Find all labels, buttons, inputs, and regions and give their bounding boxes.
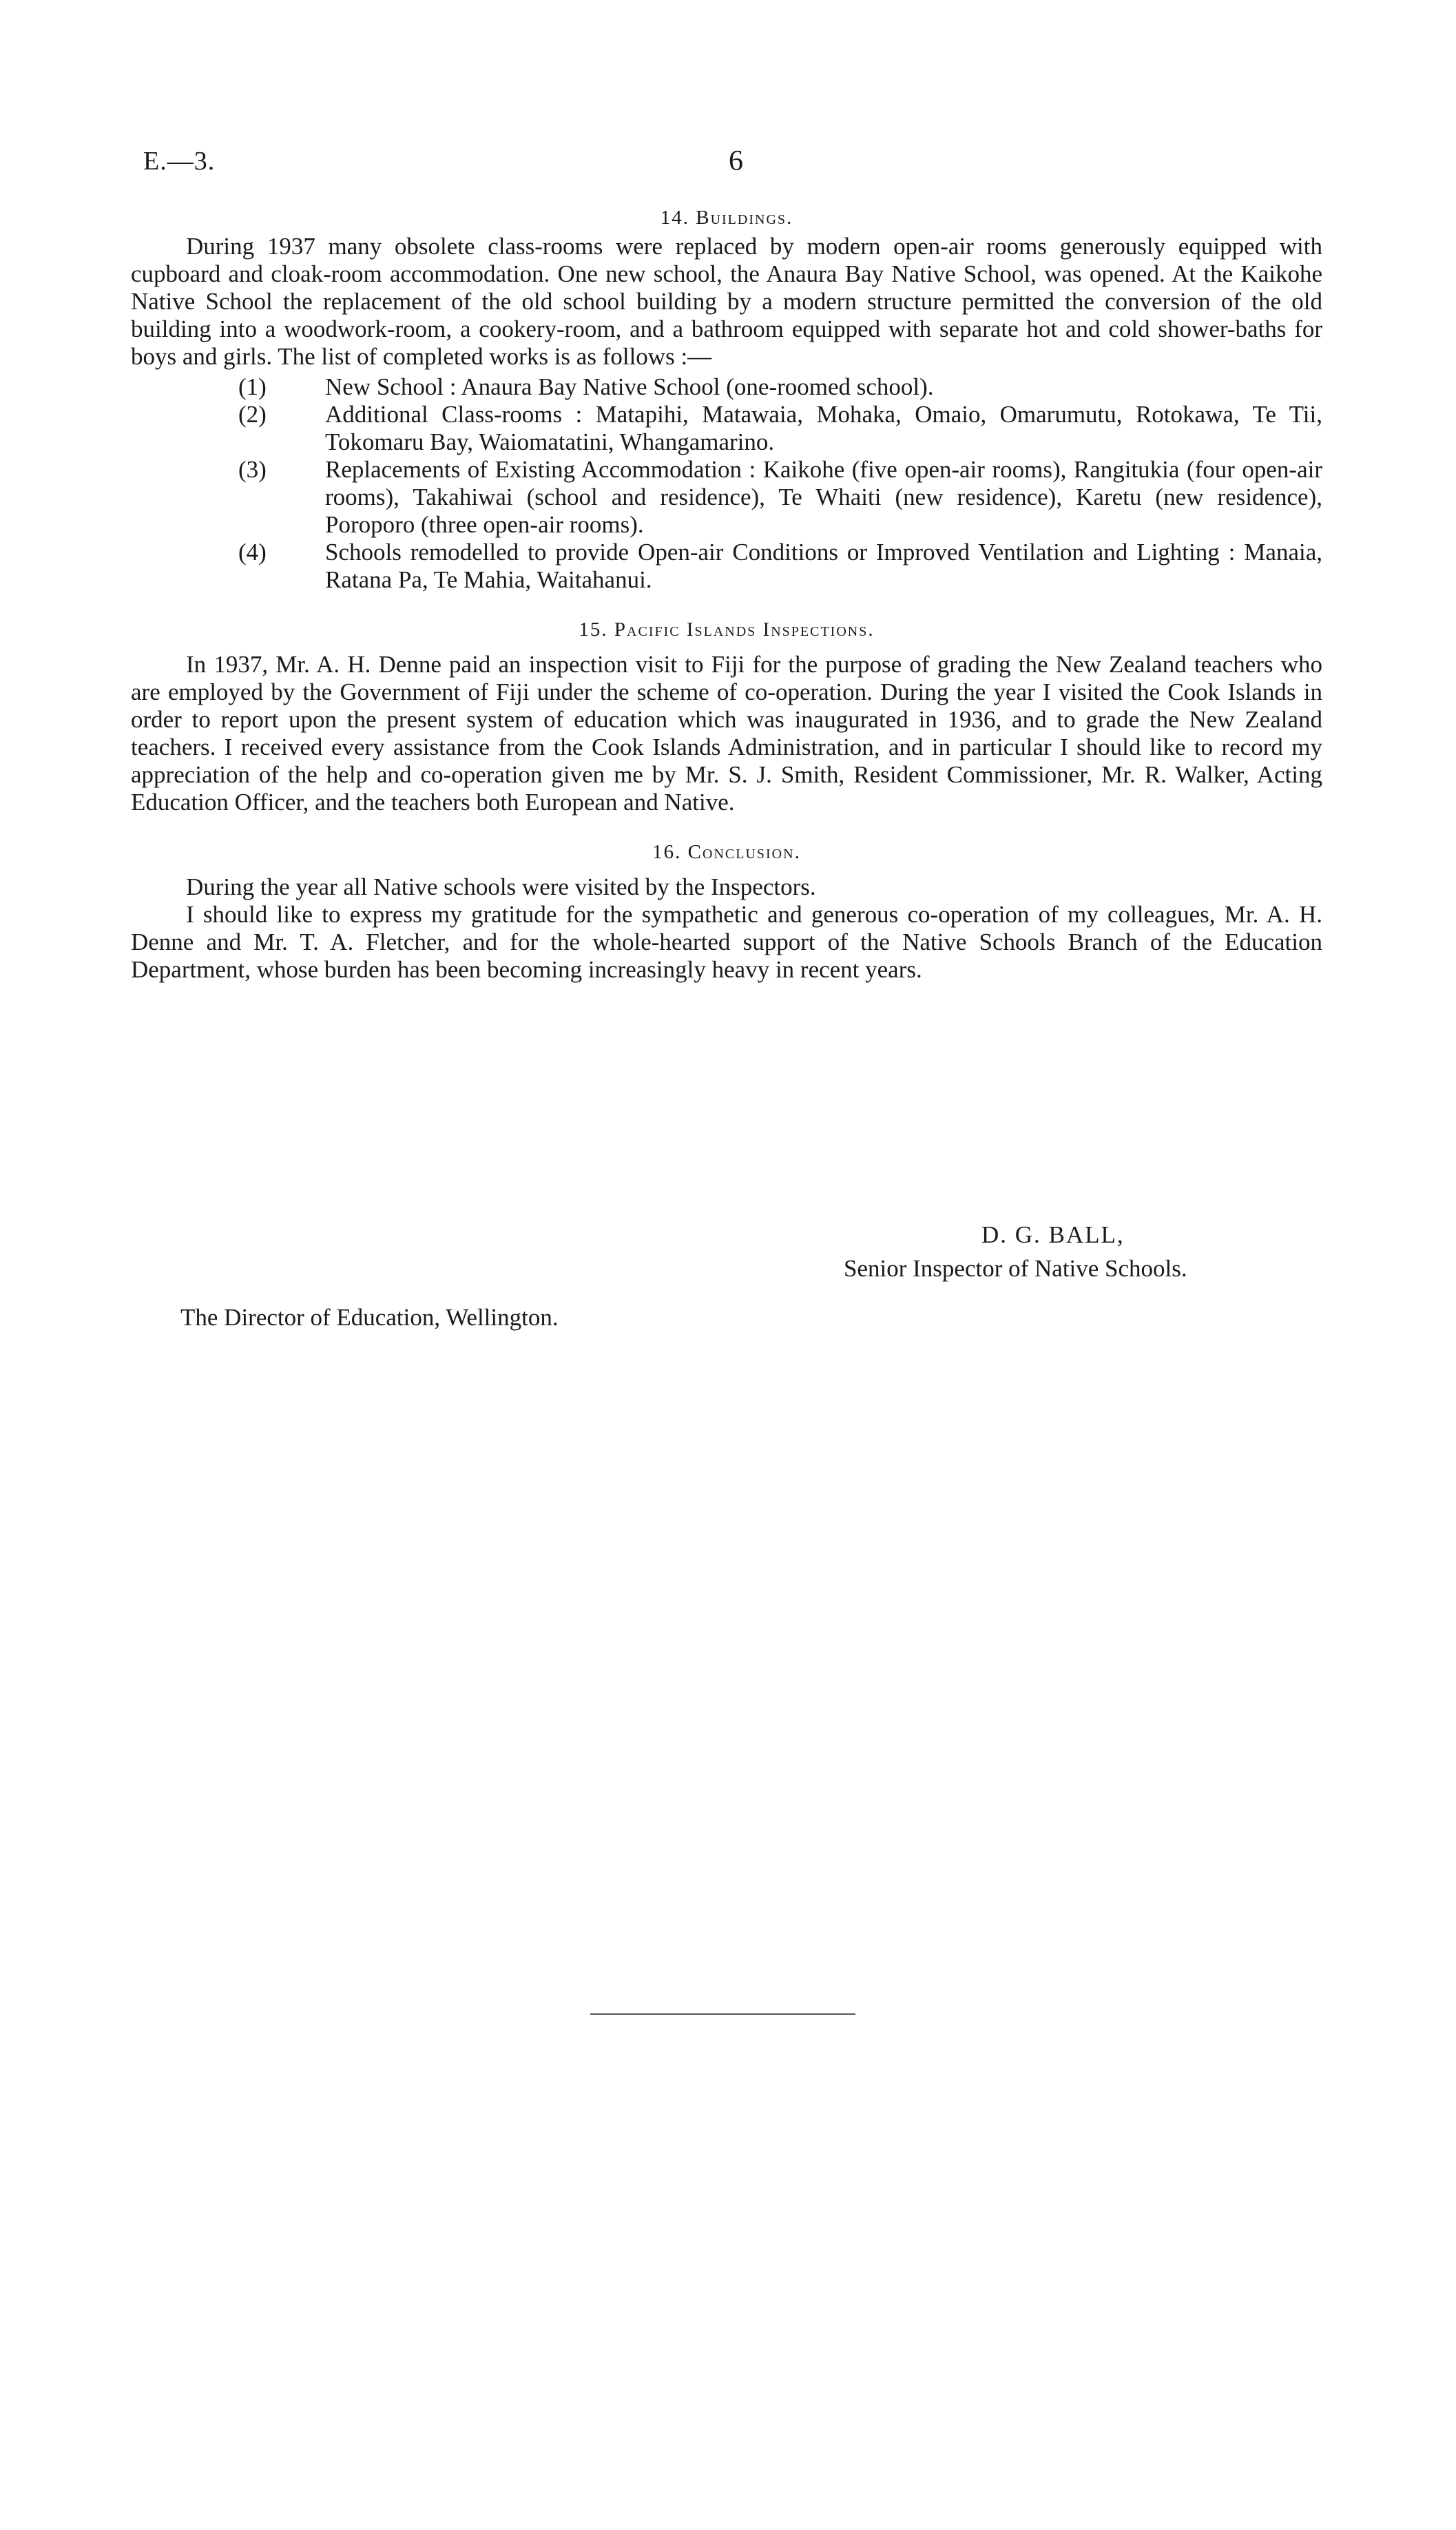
section-heading-pacific-islands: 15. Pacific Islands Inspections. <box>579 619 875 641</box>
list-item-text: Additional Class-rooms : Matapihi, Matawaia, Mohaka, Omaio, Omarumutu, Rotokawa, Te Tii, Tokomaru Bay, Waiomatatini, Whangamarino. <box>325 401 1322 455</box>
signature-title: Senior Inspector of Native Schools. <box>844 1255 1187 1282</box>
addressee-line: The Director of Education, Wellington. <box>180 1304 559 1331</box>
end-rule-divider <box>590 2013 855 2015</box>
completed-works-list <box>131 373 1322 594</box>
signature-name: D. G. BALL, <box>981 1221 1125 1248</box>
list-item <box>131 373 1322 401</box>
section-heading-conclusion: 16. Conclusion. <box>652 841 801 863</box>
list-item-text: Replacements of Existing Accommodation : Kaikohe (five open-air rooms), Rangitukia (four open-air rooms), Takahiwai (school and residence), Te Whaiti (new residence), Karetu (new residence), Poroporo (three open-air rooms). <box>325 456 1322 538</box>
conclusion-paragraph: I should like to express my gratitude for the sympathetic and generous co-operation of my colleagues, Mr. A. H. Denne and Mr. T. A. Fletcher, and for the whole-hearted support of the Native Schools Branch of the Education Department, whose burden has been becoming increasingly heavy in recent years. <box>131 901 1322 983</box>
list-item <box>131 539 1322 594</box>
section-heading-buildings: 14. Buildings. <box>660 207 793 229</box>
list-item-text: Schools remodelled to provide Open-air Conditions or Improved Ventilation and Lighting : Manaia, Ratana Pa, Te Mahia, Waitahanui. <box>325 539 1322 593</box>
document-body <box>131 207 1322 984</box>
list-item-number: (3) <box>238 456 267 483</box>
list-item-number: (4) <box>238 539 267 566</box>
buildings-intro-paragraph: During 1937 many obsolete class-rooms were replaced by modern open-air rooms generously equipped with cupboard and cloak-room accommodation. One new school, the Anaura Bay Native School, was opened. At the Kaikohe Native School the replacement of the old school building by a modern structure permitted the conversion of the old building into a woodwork-room, a cookery-room, and a bathroom equipped with separate hot and cold shower-baths for boys and girls. The list of completed works is as follows :— <box>131 233 1322 370</box>
conclusion-paragraph: During the year all Native schools were visited by the Inspectors. <box>186 873 816 900</box>
page-number: 6 <box>729 145 743 177</box>
pacific-islands-paragraph: In 1937, Mr. A. H. Denne paid an inspection visit to Fiji for the purpose of grading the New Zealand teachers who are employed by the Government of Fiji under the scheme of co-operation. During the year I visited the Cook Islands in order to report upon the present system of education which was inaugurated in 1936, and to grade the New Zealand teachers. I received every assistance from the Cook Islands Administration, and in particular I should like to record my appreciation of the help and co-operation given me by Mr. S. J. Smith, Resident Commissioner, Mr. R. Walker, Acting Education Officer, and the teachers both European and Native. <box>131 651 1322 816</box>
list-item-text: New School : Anaura Bay Native School (one-roomed school). <box>325 373 934 400</box>
list-item <box>131 401 1322 456</box>
list-item <box>131 456 1322 539</box>
list-item-number: (1) <box>238 373 267 400</box>
list-item-number: (2) <box>238 401 267 428</box>
page-reference: E.—3. <box>143 147 216 176</box>
